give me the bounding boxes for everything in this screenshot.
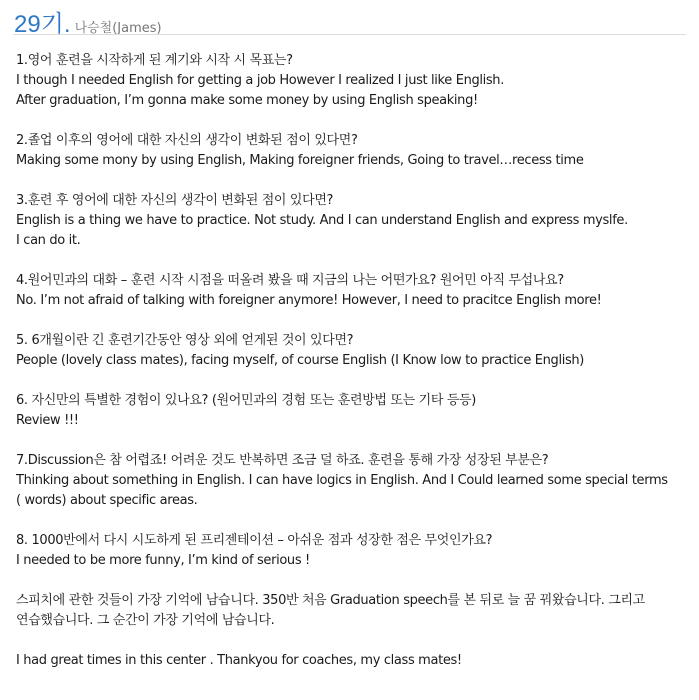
spacer: [16, 511, 688, 531]
answer-4: No. I’m not afraid of talking with foreigner anymore! However, I need to pracitce English more!: [16, 293, 602, 308]
answer-7-line-2: ( words) about specific areas.: [16, 493, 198, 508]
question-2: 2.졸업 이후의 영어에 대한 자신의 생각이 변화된 점이 있다면?: [16, 133, 358, 148]
question-4: 4.원어민과의 대화 – 훈련 시작 시점을 떠올려 봤을 때 지금의 나는 어떤가요? 원어민 아직 무섭나요?: [16, 273, 564, 288]
question-3: 3.훈련 후 영어에 대한 자신의 생각이 변화된 점이 있다면?: [16, 193, 334, 208]
closing-thanks: I had great times in this center . Thankyou for coaches, my class mates!: [16, 653, 462, 668]
spacer: [16, 111, 688, 131]
question-6: 6. 자신만의 특별한 경험이 있나요? (원어민과의 경험 또는 훈련방법 또는 기타 등등): [16, 393, 476, 408]
closing-note-line-2: 연습했습니다. 그 순간이 가장 기억에 남습니다.: [16, 613, 275, 628]
answer-7-line-1: Thinking about something in English. I can have logics in English. And I Could learned some special terms: [16, 473, 668, 488]
spacer: [16, 311, 688, 331]
answer-3-line-1: English is a thing we have to practice. Not study. And I can understand English and express myslfe.: [16, 213, 628, 228]
answer-2: Making some mony by using English, Making foreigner friends, Going to travel…recess time: [16, 153, 584, 168]
spacer: [16, 571, 688, 591]
answer-3-line-2: I can do it.: [16, 233, 81, 248]
interview-body: [16, 51, 688, 671]
question-8: 8. 1000반에서 다시 시도하게 된 프리젠테이션 – 아쉬운 점과 성장한 점은 무엇인가요?: [16, 533, 493, 548]
answer-1-line-2: After graduation, I’m gonna make some money by using English speaking!: [16, 93, 478, 108]
spacer: [16, 171, 688, 191]
spacer: [16, 371, 688, 391]
cohort-number: 29기.: [14, 11, 71, 38]
answer-6: Review !!!: [16, 413, 79, 428]
author-name: 나승철(James): [74, 21, 162, 36]
spacer: [16, 631, 688, 651]
spacer: [16, 251, 688, 271]
page-header: [14, 4, 162, 38]
header-divider: [13, 34, 686, 35]
question-7: 7.Discussion은 참 어렵죠! 어려운 것도 반복하면 조금 덜 하죠. 훈련을 통해 가장 성장된 부분은?: [16, 453, 549, 468]
answer-8: I needed to be more funny, I’m kind of serious !: [16, 553, 310, 568]
question-1: 1.영어 훈련을 시작하게 된 계기와 시작 시 목표는?: [16, 53, 293, 68]
question-5: 5. 6개월이란 긴 훈련기간동안 영상 외에 얻게된 것이 있다면?: [16, 333, 354, 348]
spacer: [16, 431, 688, 451]
closing-note-line-1: 스피치에 관한 것들이 가장 기억에 남습니다. 350반 처음 Graduation speech를 본 뒤로 늘 꿈 꿔왔습니다. 그리고: [16, 593, 645, 608]
answer-1-line-1: I though I needed English for getting a job However I realized I just like English.: [16, 73, 504, 88]
answer-5: People (lovely class mates), facing myself, of course English (I Know low to practice English): [16, 353, 585, 368]
